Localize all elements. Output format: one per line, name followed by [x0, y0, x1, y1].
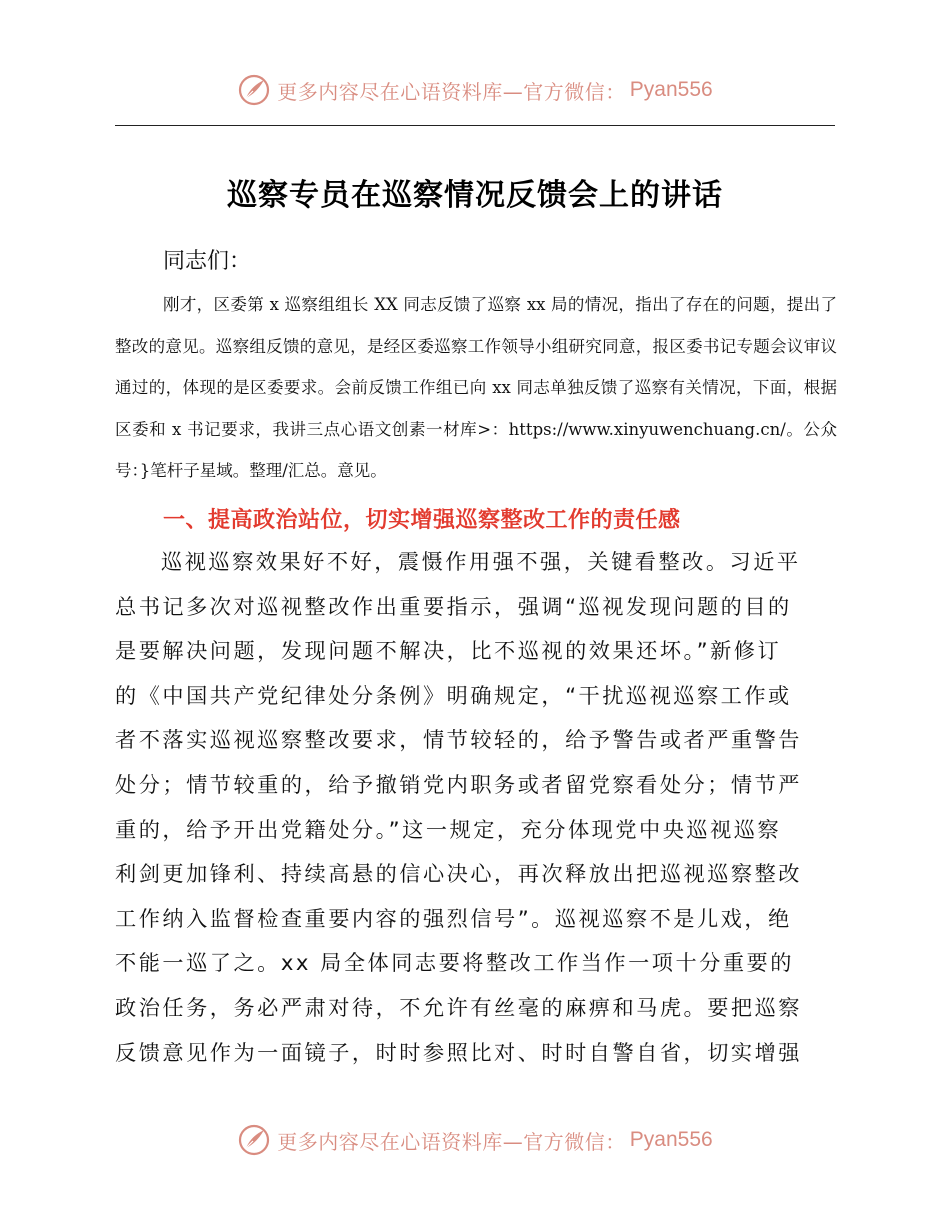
body-line: 巡视巡察效果好不好，震慑作用强不强，关键看整改。习近平: [161, 549, 801, 574]
footer-watermark: [0, 1120, 950, 1160]
body-line: 政治任务，务必严肃对待，不允许有丝毫的麻痹和马虎。要把巡察: [115, 994, 802, 1020]
body-line: 重的，给予开出党籍处分。”这一规定，充分体现党中央巡视巡察: [115, 816, 782, 842]
body-line: 者不落实巡视巡察整改要求，情节较轻的，给予警告或者严重警告: [115, 727, 802, 753]
watermark-handle: Pyan556: [629, 1128, 713, 1151]
body-line: 总书记多次对巡视整改作出重要指示，强调“巡视发现问题的目的: [115, 593, 792, 619]
salutation: 同志们：: [163, 249, 252, 274]
feather-pen-logo-icon: [237, 1123, 271, 1157]
section-heading-1: 一、提高政治站位，切实增强巡察整改工作的责任感: [163, 508, 681, 533]
header-divider: [115, 125, 835, 126]
body-paragraph: [115, 540, 837, 1075]
watermark-text: 更多内容尽在心语资料库—官方微信：: [277, 79, 626, 104]
body-line: 是要解决问题，发现问题不解决，比不巡视的效果还坏。”新修订: [115, 638, 782, 664]
document-title: 巡察专员在巡察情况反馈会上的讲话: [227, 178, 723, 213]
body-line: 利剑更加锋利、持续高悬的信心决心，再次释放出把巡视巡察整改: [115, 861, 802, 887]
watermark-text: 更多内容尽在心语资料库—官方微信：: [277, 1129, 626, 1154]
body-line: 的《中国共产党纪律处分条例》明确规定，“干扰巡视巡察工作或: [115, 682, 792, 708]
body-line: 不能一巡了之。xx 局全体同志要将整改工作当作一项十分重要的: [115, 950, 794, 976]
body-line: 反馈意见作为一面镜子，时时参照比对、时时自警自省，切实增强: [115, 1039, 802, 1065]
header-watermark: [0, 70, 950, 110]
intro-paragraph: 刚才，区委第 x 巡察组组长 XX 同志反馈了巡察 xx 局的情况，指出了存在的问题，提出了整改的意见。巡察组反馈的意见，是经区委巡察工作领导小组研究同意，报区委书记专题会议审议通过的，体现的是区委要求。会前反馈工作组已向 xx 同志单独反馈了巡察有关情况，下面，根据区委和 x 书记要求，我讲三点心语文创素一材库>：https://www.xinyuwenchuang.cn/。公众号：}笔杆子星域。整理/汇总。意见。: [115, 295, 837, 480]
body-line: 工作纳入监督检查重要内容的强烈信号”。巡视巡察不是儿戏，绝: [115, 905, 792, 931]
watermark-handle: Pyan556: [629, 78, 713, 101]
feather-pen-logo-icon: [237, 73, 271, 107]
body-line: 处分；情节较重的，给予撤销党内职务或者留党察看处分；情节严: [115, 771, 802, 797]
